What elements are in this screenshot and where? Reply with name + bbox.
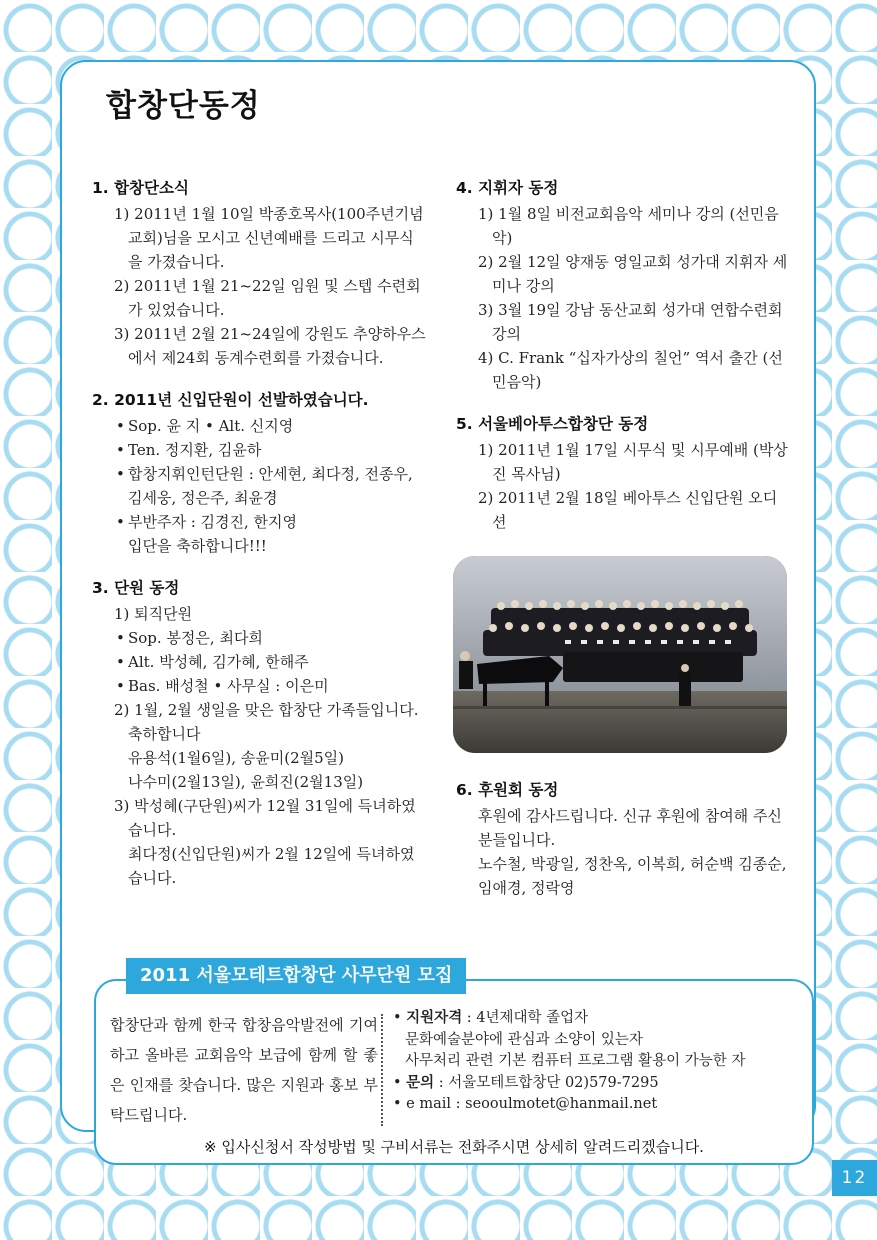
- news-item: 2) 2011년 1월 21~22일 임원 및 스텝 수련회가 있었습니다.: [114, 277, 421, 319]
- section-heading: 6. 후원회 동정: [456, 781, 559, 799]
- contact-line: • 문의 : 서울모테트합창단 02)579-7295: [393, 1074, 659, 1091]
- birth-news-item: 3) 박성혜(구단원)씨가 12월 31일에 득녀하였습니다.: [114, 797, 416, 839]
- beatus-item: 1) 2011년 1월 17일 시무식 및 시무예배 (박상진 목사님): [478, 441, 788, 483]
- retired-bullet: • Bas. 배성철 • 사무실 : 이은미: [92, 674, 427, 698]
- section-heading: 5. 서울베아투스합창단 동정: [456, 415, 649, 433]
- retired-bullet: • Sop. 봉정은, 최다희: [92, 626, 427, 650]
- welcome-text: 입단을 축하합니다!!!: [128, 537, 267, 555]
- email-line: • e mail : seooulmotet@hanmail.net: [393, 1096, 658, 1112]
- section-new-members: [92, 388, 427, 558]
- email-label: e mail: [406, 1096, 452, 1112]
- contact-label: 문의: [406, 1074, 435, 1091]
- section-member-news: [92, 576, 427, 890]
- retired-subheading: 1) 퇴직단원: [114, 605, 193, 623]
- choir-photo: [453, 556, 787, 753]
- section-conductor-news: [456, 176, 791, 394]
- member-bullet: • Sop. 윤 지 • Alt. 신지영: [92, 414, 427, 438]
- conductor-item: 2) 2월 12일 양재동 영일교회 성가대 지휘자 세미나 강의: [478, 253, 788, 295]
- section-heading: 2. 2011년 신입단원이 선발하였습니다.: [92, 391, 369, 409]
- right-column: [456, 176, 791, 552]
- supporters-names: 노수철, 박광일, 정찬옥, 이복희, 허순백 김종순, 임애경, 정락영: [478, 855, 787, 897]
- beatus-item: 2) 2011년 2월 18일 베아투스 신입단원 오디션: [478, 489, 778, 531]
- birthday-item: 2) 1월, 2월 생일을 맞은 합창단 가족들입니다. 축하합니다: [114, 701, 419, 743]
- contact-value: : 서울모테트합창단 02)579-7295: [434, 1074, 659, 1091]
- email-value: : seooulmotet@hanmail.net: [451, 1096, 658, 1112]
- page-number: 12: [832, 1160, 877, 1196]
- retired-bullet: • Alt. 박성혜, 김가혜, 한해주: [92, 650, 427, 674]
- page-title: 합창단동정: [106, 88, 261, 124]
- qualification-line: • 지원자격 : 4년제대학 졸업자: [393, 1010, 589, 1026]
- qualification-line-3: 사무처리 관련 기본 컴퓨터 프로그램 활용이 가능한 자: [405, 1053, 746, 1069]
- recruit-divider: [381, 1014, 383, 1126]
- birthday-names: 나수미(2월13일), 윤희진(2월13일): [128, 773, 364, 791]
- member-bullet: • 합창지휘인턴단원 : 안세현, 최다정, 전종우, 김세웅, 정은주, 최윤경: [92, 462, 427, 510]
- news-item: 3) 2011년 2월 21~24일에 강원도 추양하우스에서 제24회 동계수련회를 가졌습니다.: [114, 325, 426, 367]
- qualification-label: 지원자격: [406, 1010, 463, 1026]
- left-column: [92, 176, 427, 908]
- recruit-title: 2011 서울모테트합창단 사무단원 모집: [126, 958, 466, 994]
- section-heading: 1. 합창단소식: [92, 179, 189, 197]
- section-beatus-news: [456, 412, 791, 534]
- member-bullet: • Ten. 정지환, 김윤하: [92, 438, 427, 462]
- conductor-item: 1) 1월 8일 비전교회음악 세미나 강의 (선민음악): [478, 205, 779, 247]
- section-choir-news: [92, 176, 427, 370]
- choir-photo-illustration: [453, 556, 787, 753]
- recruit-intro: 합창단과 함께 한국 합창음악발전에 기여하고 올바른 교회음악 보급에 함께 할 좋은 인재를 찾습니다. 많은 지원과 홍보 부탁드립니다.: [110, 1016, 378, 1124]
- news-item: 1) 2011년 1월 10일 박종호목사(100주년기념교회)님을 모시고 신년예배를 드리고 시무식을 가졌습니다.: [114, 205, 424, 271]
- conductor-item: 4) C. Frank “십자가상의 칠언” 역서 출간 (선민음악): [478, 349, 783, 391]
- member-bullet: • 부반주자 : 김경진, 한지영: [92, 510, 427, 534]
- conductor-item: 3) 3월 19일 강남 동산교회 성가대 연합수련회 강의: [478, 301, 783, 343]
- section-heading: 4. 지휘자 동정: [456, 179, 559, 197]
- recruit-note: ※ 입사신청서 작성방법 및 구비서류는 전화주시면 상세히 알려드리겠습니다.: [204, 1138, 704, 1156]
- section-supporters: [456, 778, 791, 900]
- recruit-details: [393, 1008, 803, 1116]
- birth-news-item: 최다정(신입단원)씨가 2월 12일에 득녀하였습니다.: [128, 845, 415, 887]
- birthday-names: 유용석(1월6일), 송윤미(2월5일): [128, 749, 345, 767]
- qualification-line-2: 문화예술분야에 관심과 소양이 있는자: [405, 1031, 643, 1048]
- supporters-text: 후원에 감사드립니다. 신규 후원에 참여해 주신 분들입니다.: [478, 807, 782, 849]
- section-heading: 3. 단원 동정: [92, 579, 180, 597]
- qualification-value: : 4년제대학 졸업자: [462, 1010, 589, 1026]
- supporters-column: [456, 778, 791, 918]
